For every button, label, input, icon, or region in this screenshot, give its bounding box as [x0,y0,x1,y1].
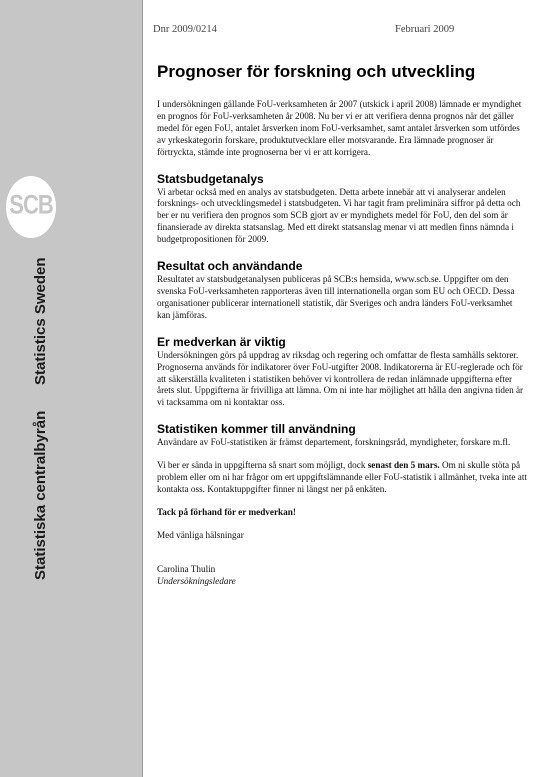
intro-paragraph: I undersökningen gällande FoU-verksamheten år 2007 (utskick i april 2008) lämnade er myndighet en prognos för FoU-verksamheten år 2008. Nu ber vi er att verifiera denna prognos när det gäller medel för egen FoU, antalet årsverken inom FoU-verksamhet, samt antalet årsverken som utfördes av yrkeskategorin forskare, produktutvecklare eller motsvarande. Era lämnade prognoser är förtryckta, stämde inte prognoserna ber vi er att korrigera. [157,99,522,157]
org-name-english: Statistics Sweden [32,257,49,385]
thanks-text: Tack på förhand för er medverkan! [157,506,296,517]
request-text-after: Om ni skulle stöta på problem eller om ni har frågor om ert uppgiftslämnande eller FoU-statistik i allmänhet, tveka inte att kontakta oss. Kontaktuppgifter finner ni längst ner på enkäten. [157,460,527,494]
section-heading-resultat: Resultat och användande [157,259,303,274]
page-title: Prognoser för forskning och utveckling [157,62,476,81]
signature-name: Carolina Thulin [157,563,216,574]
scb-logo [6,176,56,238]
org-name-swedish: Statistiska centralbyrån [32,410,49,580]
sidebar [0,0,142,777]
section-text-statsbudgetanalys: Vi arbetar också med en analys av statsbudgeten. Detta arbete innebär att vi analyserar andelen forsknings- och utvecklingsmedel i statsbudgeten. Vi har tagit fram preliminära siffror på detta och ber er nu verifiera den prognos som SCB gjort av er myndighets medel för FoU, den del som är finansierade av direkta statsanslag. Med ett direkt statsanslag menar vi att medlen finns nämnda i budgetpropositionen för 2009. [157,186,521,245]
section-heading-anvandning: Statistiken kommer till användning [157,422,356,437]
signature-role: Undersökningsledare [157,575,236,586]
section-text-anvandning: Användare av FoU-statistiken är främst departement, forskningsråd, myndigheter, forskare m.fl. [157,437,511,448]
greeting-text: Med vänliga hälsningar [157,529,244,540]
letter-page [142,0,547,777]
section-text-medverkan: Undersökningen görs på uppdrag av riksdag och regering och omfattar de flesta samhälls sektorer. Prognoserna används för indikatorer över FoU-utgifter 2008. Indikatorerna är EU-reglerade och för att säkerställa kvaliteten i statistiken behöver vi kontrollera de redan inlämnade uppgifterna efter årets slut. Uppgifterna är frivilliga att lämna. Om ni inte har möjlighet att hålla den angivna tiden är vi tacksamma om ni kontaktar oss. [157,349,524,408]
document-date: Februari 2009 [395,24,455,35]
scb-logo-text: SCB [9,189,53,220]
deadline-text: senast den 5 mars. [367,460,440,471]
document-number: Dnr 2009/0214 [153,24,217,35]
section-heading-statsbudgetanalys: Statsbudgetanalys [157,171,264,186]
section-text-resultat: Resultatet av statsbudgetanalysen publiceras på SCB:s hemsida, www.scb.se. Uppgifter om den svenska FoU-verksamheten rapporteras även till internationella organ som EU och OECD. Dessa organisationer publicerar internationell statistik, där Sveriges och andra länders FoU-verksamhet kan jämföras. [157,274,515,320]
letter-body [157,99,527,587]
request-paragraph [157,460,527,496]
request-text-before: Vi ber er sända in uppgifterna så snart som möjligt, dock [157,460,368,471]
section-heading-medverkan: Er medverkan är viktig [157,334,286,349]
